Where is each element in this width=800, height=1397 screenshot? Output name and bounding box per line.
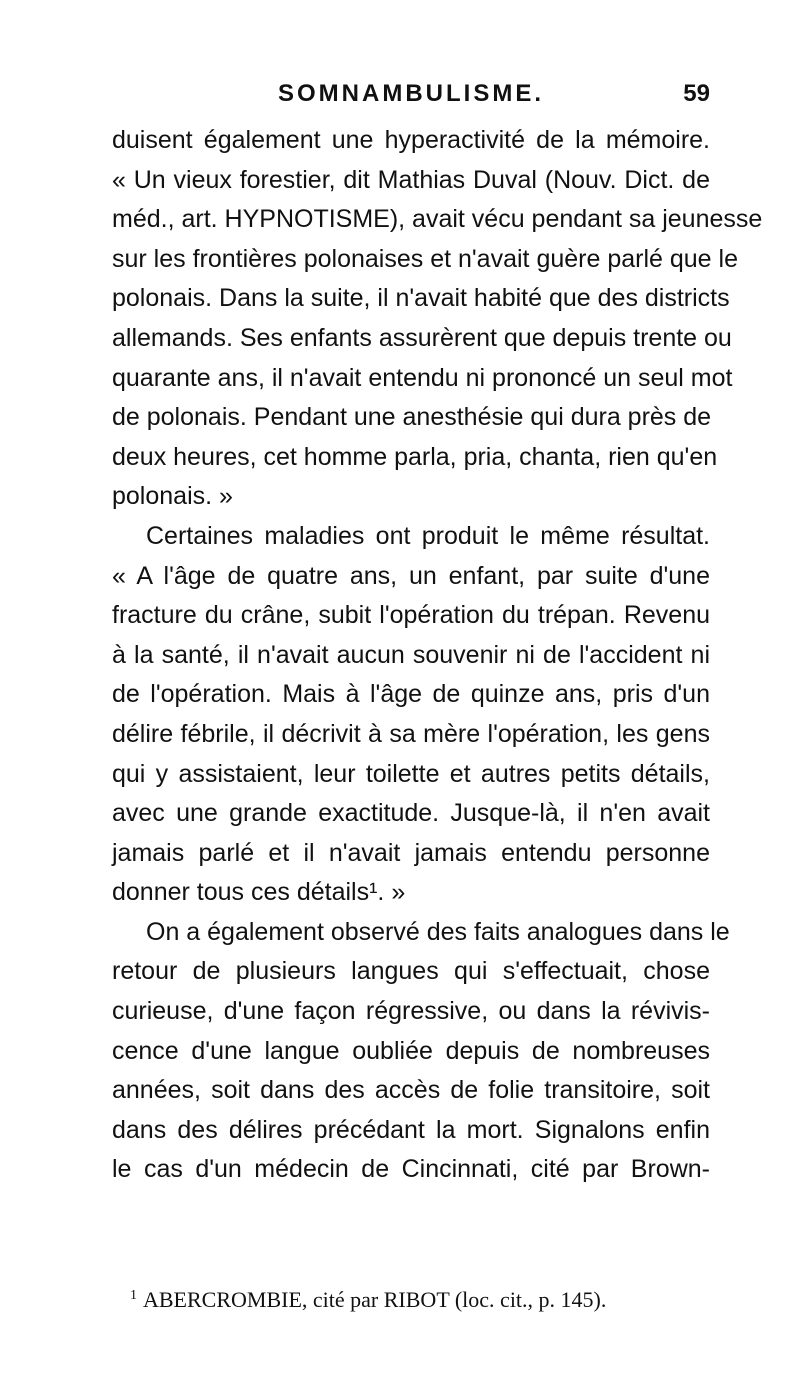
text-line: quarante ans, il n'avait entendu ni prononcé un seul mot bbox=[112, 363, 733, 392]
text-line: de polonais. Pendant une anesthésie qui dura près de bbox=[112, 403, 712, 432]
footnote bbox=[130, 1287, 710, 1313]
text-line: fracture du crâne, subit l'opération du trépan. Revenu bbox=[112, 601, 710, 630]
text-line: sur les frontières polonaises et n'avait guère parlé que le bbox=[112, 244, 738, 273]
text-line: allemands. Ses enfants assurèrent que depuis trente ou bbox=[112, 323, 732, 352]
text-line: cence d'une langue oubliée depuis de nombreuses bbox=[112, 1036, 710, 1065]
text-line: délire fébrile, il décrivit à sa mère l'opération, les gens bbox=[112, 719, 710, 748]
text-line: années, soit dans des accès de folie transitoire, soit bbox=[112, 1076, 710, 1105]
running-header bbox=[112, 80, 710, 110]
text-line: méd., art. HYPNOTISME), avait vécu pendant sa jeunesse bbox=[112, 205, 763, 234]
text-line: jamais parlé et il n'avait jamais entendu personne bbox=[112, 838, 710, 867]
text-line: dans des délires précédant la mort. Signalons enfin bbox=[112, 1115, 710, 1144]
text-line: retour de plusieurs langues qui s'effectuait, chose bbox=[112, 957, 710, 986]
running-title: SOMNAMBULISME. bbox=[278, 80, 544, 107]
text-line: de l'opération. Mais à l'âge de quinze ans, pris d'un bbox=[112, 680, 710, 709]
text-line: « A l'âge de quatre ans, un enfant, par suite d'une bbox=[112, 561, 710, 590]
text-line: à la santé, il n'avait aucun souvenir ni de l'accident ni bbox=[112, 640, 710, 669]
text-line: donner tous ces détails¹. » bbox=[112, 878, 406, 907]
footnote-marker: 1 bbox=[130, 1287, 137, 1303]
body-text bbox=[112, 121, 763, 1190]
text-line: polonais. Dans la suite, il n'avait habité que des districts bbox=[112, 284, 730, 313]
text-line: « Un vieux forestier, dit Mathias Duval (Nouv. Dict. de bbox=[112, 165, 710, 194]
text-line: qui y assistaient, leur toilette et autres petits détails, bbox=[112, 759, 710, 788]
text-line: On a également observé des faits analogues dans le bbox=[146, 917, 730, 946]
text-line: deux heures, cet homme parla, pria, chanta, rien qu'en bbox=[112, 442, 718, 471]
text-line: duisent également une hyperactivité de la mémoire. bbox=[112, 126, 710, 154]
page-number: 59 bbox=[683, 80, 710, 107]
text-line: le cas d'un médecin de Cincinnati, cité par Brown- bbox=[112, 1155, 710, 1184]
footnote-text: ABERCROMBIE, cité par RIBOT (loc. cit., p. 145). bbox=[143, 1287, 607, 1312]
text-line: Certaines maladies ont produit le même résultat. bbox=[146, 521, 710, 550]
text-line: polonais. » bbox=[112, 482, 233, 511]
text-line: avec une grande exactitude. Jusque-là, il n'en avait bbox=[112, 799, 710, 828]
text-line: curieuse, d'une façon régressive, ou dans la révivis- bbox=[112, 997, 710, 1026]
